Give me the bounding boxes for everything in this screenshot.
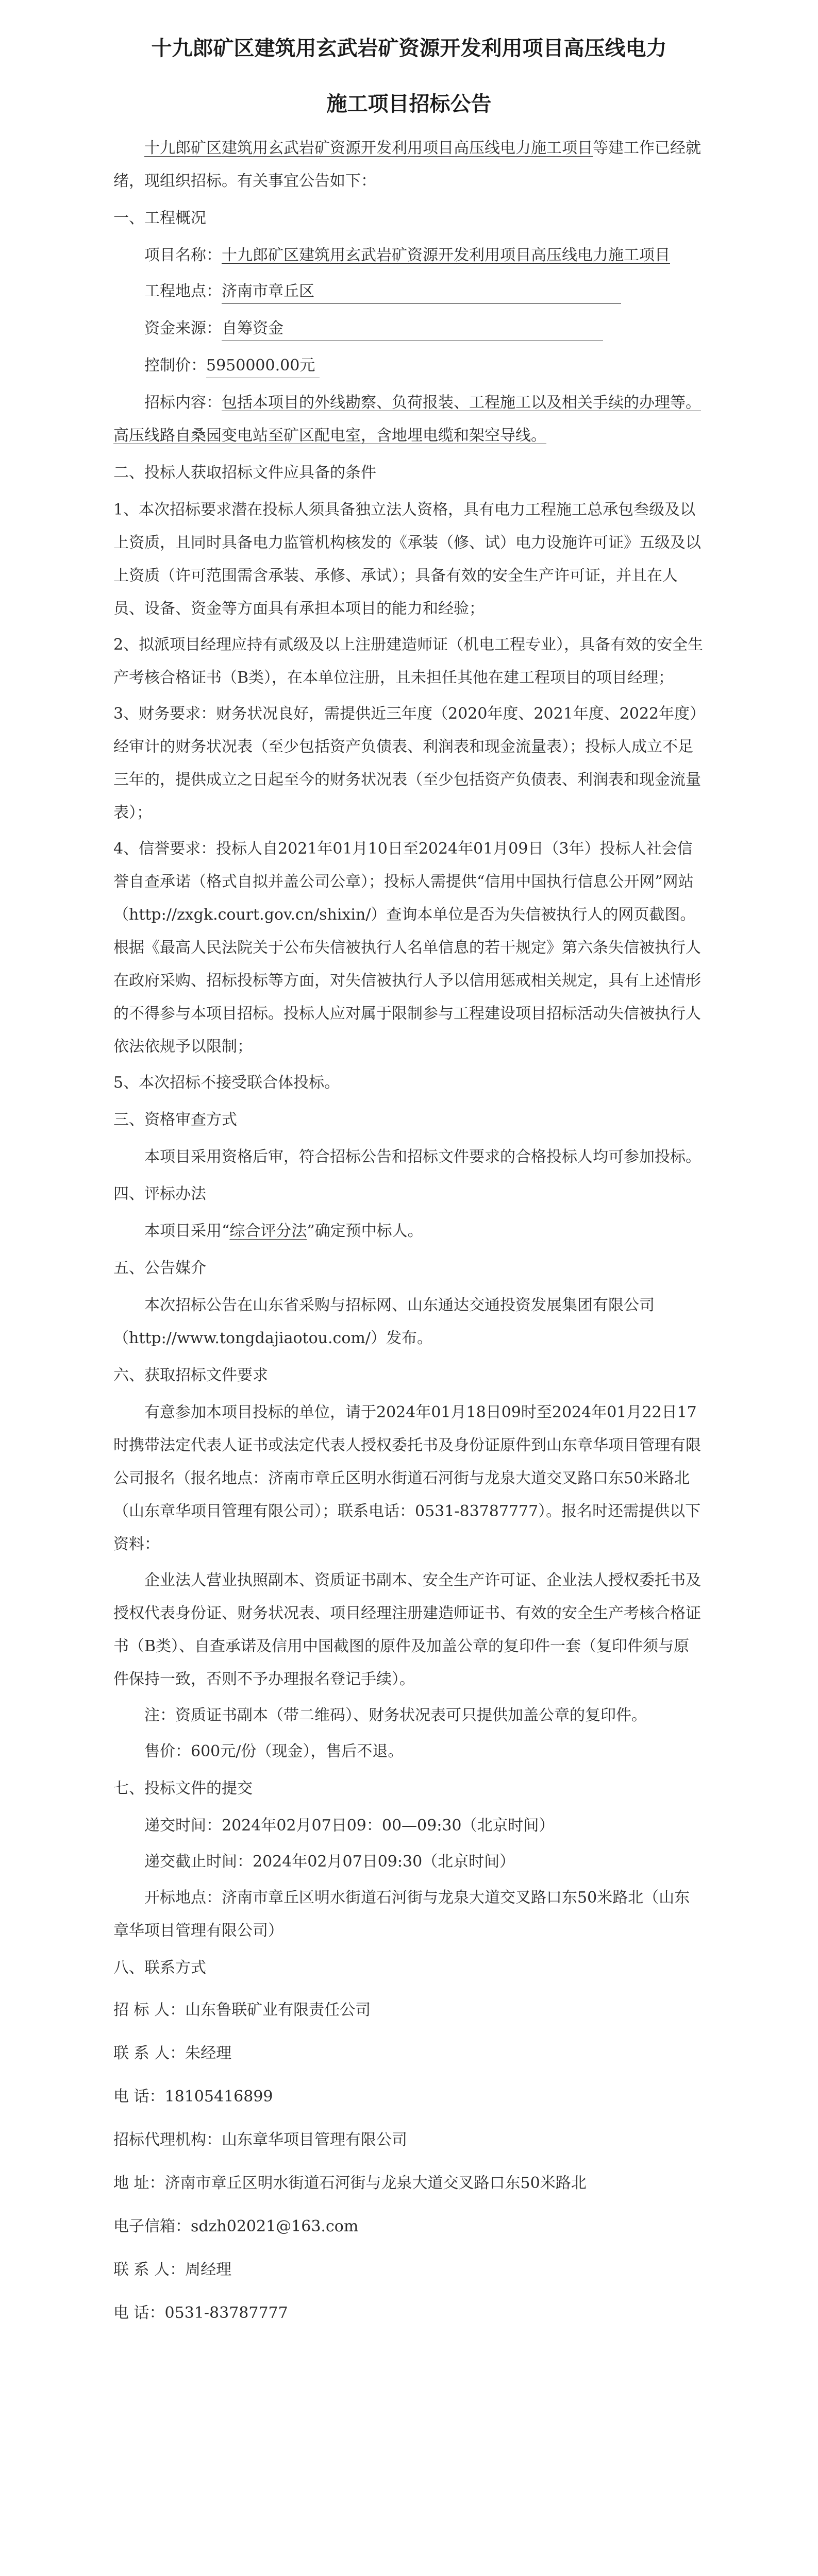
project-name-row <box>113 239 705 272</box>
contact-row <box>113 2075 705 2119</box>
contact-email[interactable]: sdzh02021@163.com <box>191 2217 359 2235</box>
contact-label: 电 话： <box>113 2304 165 2322</box>
contact-label: 地 址： <box>113 2174 165 2192</box>
submit-time: 递交时间：2024年02月07日09：00—09:30（北京时间） <box>144 1817 555 1835</box>
intro-paragraph <box>113 132 705 198</box>
control-price-row <box>113 349 705 382</box>
contact-value: 0531-83787777 <box>164 2304 288 2322</box>
bid-content-label: 招标内容： <box>144 394 222 412</box>
media-text: 本次招标公告在山东省采购与招标网、山东通达交通投资发展集团有限公司（http://www.tongdajiaotou.com/）发布。 <box>113 1296 655 1347</box>
contact-value: 济南市章丘区明水街道石河街与龙泉大道交叉路口东50米路北 <box>164 2174 587 2192</box>
fund-source-value: 自筹资金 <box>222 317 603 341</box>
bid-content-row <box>113 386 705 452</box>
document-price: 售价：600元/份（现金），售后不退。 <box>144 1742 404 1760</box>
requirement-item: 2、拟派项目经理应持有贰级及以上注册建造师证（机电工程专业），具备有效的安全生产考核合格证书（B类），在本单位注册，且未担任其他在建工程项目的项目经理； <box>113 636 704 687</box>
contact-row <box>113 2292 705 2335</box>
contact-value: 18105416899 <box>164 2088 273 2106</box>
contact-value: 山东鲁联矿业有限责任公司 <box>185 2001 371 2019</box>
fund-source-row <box>113 312 705 345</box>
section-7-heading: 七、投标文件的提交 <box>113 1780 253 1798</box>
document-note: 注：资质证书副本（带二维码）、财务状况表可只提供加盖公章的复印件。 <box>144 1706 647 1724</box>
project-name-value: 十九郎矿区建筑用玄武岩矿资源开发利用项目高压线电力施工项目 <box>222 246 670 264</box>
contact-label: 电 话： <box>113 2088 165 2106</box>
contact-row <box>113 2119 705 2162</box>
intro-text: 等建工作已经就绪，现组织招标。有关事宜公告如下： <box>113 139 701 190</box>
contact-value: 周经理 <box>185 2261 232 2279</box>
contact-row <box>113 2205 705 2248</box>
project-name-label: 项目名称： <box>144 246 222 264</box>
section-4-heading: 四、评标办法 <box>113 1185 206 1203</box>
evaluation-after: ”确定预中标人。 <box>307 1222 423 1240</box>
intro-project-name: 十九郎矿区建筑用玄武岩矿资源开发利用项目高压线电力施工项目 <box>144 139 593 157</box>
requirement-item: 4、信誉要求：投标人自2021年01月10日至2024年01月09日（3年）投标人社会信誉自查承诺（格式自拟并盖公司公章）；投标人需提供“信用中国执行信息公开网”网站（http://zxgk.court.gov.cn/shixin/）查询本单位是否为失信被执行人的网页截图。根据《最高人民法院关于公布失信被执行人名单信息的若干规定》第六条失信被执行人在政府采购、招标投标等方面，对失信被执行人予以信用惩戒相关规定，具有上述情形的不得参与本项目招标。投标人应对属于限制参与工程建设项目招标活动失信被执行人依法依规予以限制； <box>113 840 701 1056</box>
evaluation-method: 综合评分法 <box>229 1222 307 1240</box>
registration-text: 有意参加本项目投标的单位，请于2024年01月18日09时至2024年01月22日17时携带法定代表人证书或法定代表人授权委托书及身份证原件到山东章华项目管理有限公司报名（报名地点：济南市章丘区明水街道石河街与龙泉大道交叉路口东50米路北（山东章华项目管理有限公司）；联系电话：0531-83787777）。报名时还需提供以下资料： <box>113 1403 701 1553</box>
submit-deadline: 递交截止时间：2024年02月07日09:30（北京时间） <box>144 1853 515 1871</box>
contact-label: 联 系 人： <box>113 2044 186 2062</box>
contact-row <box>113 2032 705 2075</box>
required-documents-text: 企业法人营业执照副本、资质证书副本、安全生产许可证、企业法人授权委托书及授权代表身份证、财务状况表、项目经理注册建造师证书、有效的安全生产考核合格证书（B类）、自查承诺及信用中国截图的原件及加盖公章的复印件一套（复印件须与原件保持一致，否则不予办理报名登记手续）。 <box>113 1571 701 1688</box>
page-title <box>113 21 705 132</box>
requirement-item: 3、财务要求：财务状况良好，需提供近三年度（2020年度、2021年度、2022年度）经审计的财务状况表（至少包括资产负债表、利润表和现金流量表）；投标人成立不足三年的，提供成立之日起至今的财务状况表（至少包括资产负债表、利润表和现金流量表）； <box>113 705 701 822</box>
project-location-label: 工程地点： <box>144 282 222 300</box>
fund-source-label: 资金来源： <box>144 319 222 337</box>
section-3-heading: 三、资格审查方式 <box>113 1111 237 1129</box>
contact-label: 联 系 人： <box>113 2261 186 2279</box>
requirement-item: 1、本次招标要求潜在投标人须具备独立法人资格，具有电力工程施工总承包叁级及以上资质，且同时具备电力监管机构核发的《承装（修、试）电力设施许可证》五级及以上资质（许可范围需含承装、承修、承试）；具备有效的安全生产许可证，并且在人员、设备、资金等方面具有承担本项目的能力和经验； <box>113 501 701 618</box>
contact-value: 朱经理 <box>185 2044 232 2062</box>
section-5-heading: 五、公告媒介 <box>113 1259 206 1277</box>
control-price-value: 5950000.00元 <box>206 354 320 378</box>
contact-row <box>113 2162 705 2205</box>
bid-content-value: 包括本项目的外线勘察、负荷报装、工程施工以及相关手续的办理等。高压线路自桑园变电站至矿区配电室，含地埋电缆和架空导线。 <box>113 394 701 445</box>
requirement-item: 5、本次招标不接受联合体投标。 <box>113 1074 340 1092</box>
contact-label: 招标代理机构： <box>113 2131 222 2149</box>
contact-row <box>113 1989 705 2032</box>
control-price-label: 控制价： <box>144 357 206 375</box>
project-location-row <box>113 275 705 308</box>
evaluation-before: 本项目采用“ <box>144 1222 230 1240</box>
opening-location: 开标地点：济南市章丘区明水街道石河街与龙泉大道交叉路口东50米路北（山东章华项目管理有限公司） <box>113 1889 690 1940</box>
contact-label: 招 标 人： <box>113 2001 186 2019</box>
contact-label: 电子信箱： <box>113 2217 191 2235</box>
section-6-heading: 六、获取招标文件要求 <box>113 1366 268 1384</box>
title-line-2: 施工项目招标公告 <box>326 92 492 116</box>
project-location-value: 济南市章丘区 <box>222 280 621 304</box>
section-2-heading: 二、投标人获取招标文件应具备的条件 <box>113 464 376 482</box>
evaluation-text <box>113 1215 705 1248</box>
contact-row <box>113 2248 705 2292</box>
section-8-heading: 八、联系方式 <box>113 1959 206 1977</box>
qualification-text: 本项目采用资格后审，符合招标公告和招标文件要求的合格投标人均可参加投标。 <box>144 1148 701 1166</box>
section-1-heading: 一、工程概况 <box>113 209 206 227</box>
title-line-1: 十九郎矿区建筑用玄武岩矿资源开发利用项目高压线电力 <box>151 36 667 60</box>
contact-value: 山东章华项目管理有限公司 <box>222 2131 407 2149</box>
